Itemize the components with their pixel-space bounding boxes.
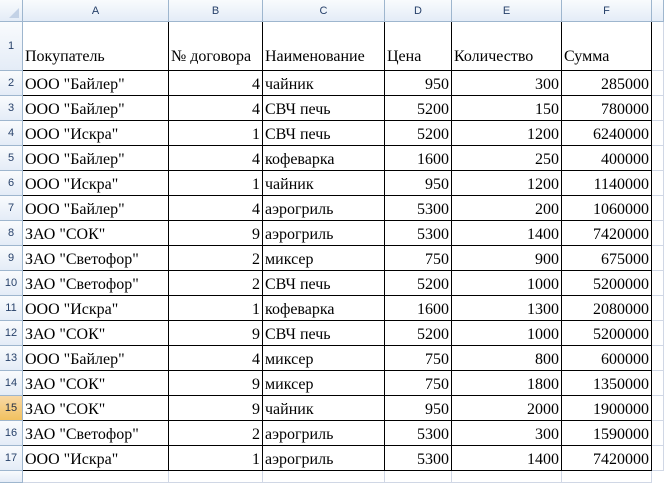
table-cell-f[interactable]: 1140000 [562,171,652,196]
table-cell-c[interactable]: аэрогриль [263,221,385,246]
empty-cell[interactable] [652,96,664,121]
empty-cell[interactable] [652,321,664,346]
table-cell-a[interactable]: ЗАО "Светофор" [23,271,169,296]
table-cell-b[interactable]: 9 [169,371,263,396]
table-cell-d[interactable]: 950 [385,71,452,96]
table-cell-c[interactable]: кофеварка [263,146,385,171]
table-cell-e[interactable]: 300 [452,421,562,446]
table-cell-a[interactable]: ООО "Байлер" [23,71,169,96]
table-cell-f[interactable]: 7420000 [562,221,652,246]
empty-cell[interactable] [652,22,664,71]
table-cell-f[interactable]: 1350000 [562,371,652,396]
table-cell-b[interactable]: 9 [169,321,263,346]
table-cell-c[interactable]: аэрогриль [263,196,385,221]
table-cell-d[interactable]: 950 [385,396,452,421]
table-cell-c[interactable]: СВЧ печь [263,271,385,296]
table-cell-b[interactable]: 4 [169,96,263,121]
table-cell-f[interactable]: 675000 [562,246,652,271]
table-cell-d[interactable]: 1600 [385,146,452,171]
table-cell-c[interactable]: СВЧ печь [263,321,385,346]
empty-cell[interactable] [652,421,664,446]
empty-cell[interactable] [652,396,664,421]
row-header-11[interactable]: 11 [0,296,23,321]
empty-cell[interactable] [652,71,664,96]
empty-cell[interactable] [385,471,452,483]
table-cell-c[interactable]: миксер [263,246,385,271]
table-cell-c[interactable]: миксер [263,371,385,396]
empty-cell[interactable] [652,221,664,246]
row-header-12[interactable]: 12 [0,321,23,346]
row-header-14[interactable]: 14 [0,371,23,396]
header-cell-b[interactable]: № договора [169,22,263,71]
row-header-18[interactable] [0,471,23,483]
row-header-9[interactable]: 9 [0,246,23,271]
table-cell-d[interactable]: 950 [385,171,452,196]
table-cell-a[interactable]: ООО "Байлер" [23,146,169,171]
table-cell-f[interactable]: 6240000 [562,121,652,146]
column-header-g[interactable] [652,0,664,22]
empty-cell[interactable] [452,471,562,483]
table-cell-d[interactable]: 5200 [385,96,452,121]
table-cell-f[interactable]: 7420000 [562,446,652,471]
table-cell-f[interactable]: 400000 [562,146,652,171]
table-cell-a[interactable]: ООО "Искра" [23,446,169,471]
row-header-4[interactable]: 4 [0,121,23,146]
table-cell-a[interactable]: ООО "Байлер" [23,96,169,121]
table-cell-d[interactable]: 5300 [385,446,452,471]
table-cell-f[interactable]: 1060000 [562,196,652,221]
table-cell-a[interactable]: ЗАО "СОК" [23,371,169,396]
table-cell-a[interactable]: ООО "Искра" [23,171,169,196]
empty-cell[interactable] [652,121,664,146]
row-header-15[interactable]: 15 [0,396,23,421]
table-cell-e[interactable]: 1200 [452,121,562,146]
column-header-f[interactable]: F [562,0,652,22]
table-cell-d[interactable]: 5200 [385,271,452,296]
table-cell-c[interactable]: чайник [263,71,385,96]
row-header-7[interactable]: 7 [0,196,23,221]
row-header-5[interactable]: 5 [0,146,23,171]
table-cell-a[interactable]: ЗАО "Светофор" [23,246,169,271]
header-cell-c[interactable]: Наименование [263,22,385,71]
table-cell-b[interactable]: 9 [169,396,263,421]
table-cell-e[interactable]: 1200 [452,171,562,196]
empty-cell[interactable] [652,146,664,171]
row-header-3[interactable]: 3 [0,96,23,121]
table-cell-c[interactable]: чайник [263,396,385,421]
header-cell-a[interactable]: Покупатель [23,22,169,71]
header-cell-d[interactable]: Цена [385,22,452,71]
table-cell-f[interactable]: 285000 [562,71,652,96]
empty-cell[interactable] [23,471,169,483]
table-cell-b[interactable]: 4 [169,346,263,371]
table-cell-b[interactable]: 1 [169,121,263,146]
empty-cell[interactable] [652,271,664,296]
column-header-e[interactable]: E [452,0,562,22]
table-cell-b[interactable]: 1 [169,296,263,321]
table-cell-b[interactable]: 2 [169,421,263,446]
row-header-6[interactable]: 6 [0,171,23,196]
table-cell-e[interactable]: 1300 [452,296,562,321]
table-cell-f[interactable]: 600000 [562,346,652,371]
empty-cell[interactable] [169,471,263,483]
select-all-corner[interactable] [0,0,23,22]
empty-cell[interactable] [562,471,652,483]
column-header-c[interactable]: C [263,0,385,22]
row-header-8[interactable]: 8 [0,221,23,246]
table-cell-e[interactable]: 300 [452,71,562,96]
table-cell-e[interactable]: 900 [452,246,562,271]
table-cell-e[interactable]: 800 [452,346,562,371]
table-cell-e[interactable]: 200 [452,196,562,221]
empty-cell[interactable] [652,296,664,321]
table-cell-b[interactable]: 2 [169,246,263,271]
table-cell-e[interactable]: 1000 [452,271,562,296]
table-cell-d[interactable]: 5300 [385,196,452,221]
table-cell-b[interactable]: 1 [169,171,263,196]
table-cell-e[interactable]: 1000 [452,321,562,346]
table-cell-b[interactable]: 2 [169,271,263,296]
row-header-17[interactable]: 17 [0,446,23,471]
table-cell-c[interactable]: аэрогриль [263,421,385,446]
table-cell-a[interactable]: ООО "Искра" [23,121,169,146]
table-cell-d[interactable]: 750 [385,246,452,271]
column-header-b[interactable]: B [169,0,263,22]
table-cell-d[interactable]: 5200 [385,321,452,346]
table-cell-c[interactable]: СВЧ печь [263,121,385,146]
table-cell-f[interactable]: 5200000 [562,271,652,296]
row-header-13[interactable]: 13 [0,346,23,371]
table-cell-c[interactable]: чайник [263,171,385,196]
table-cell-a[interactable]: ЗАО "Светофор" [23,421,169,446]
empty-cell[interactable] [652,171,664,196]
table-cell-e[interactable]: 1800 [452,371,562,396]
row-header-2[interactable]: 2 [0,71,23,96]
table-cell-a[interactable]: ЗАО "СОК" [23,396,169,421]
empty-cell[interactable] [652,371,664,396]
table-cell-a[interactable]: ЗАО "СОК" [23,221,169,246]
empty-cell[interactable] [652,246,664,271]
row-header-10[interactable]: 10 [0,271,23,296]
table-cell-b[interactable]: 9 [169,221,263,246]
table-cell-a[interactable]: ООО "Байлер" [23,346,169,371]
row-header-16[interactable]: 16 [0,421,23,446]
table-cell-d[interactable]: 5300 [385,421,452,446]
table-cell-c[interactable]: СВЧ печь [263,96,385,121]
table-cell-c[interactable]: миксер [263,346,385,371]
table-cell-e[interactable]: 2000 [452,396,562,421]
empty-cell[interactable] [652,446,664,471]
table-cell-c[interactable]: кофеварка [263,296,385,321]
row-header-1[interactable]: 1 [0,22,23,71]
column-header-a[interactable]: A [23,0,169,22]
column-header-d[interactable]: D [385,0,452,22]
table-cell-f[interactable]: 2080000 [562,296,652,321]
empty-cell[interactable] [652,196,664,221]
table-cell-f[interactable]: 780000 [562,96,652,121]
table-cell-f[interactable]: 5200000 [562,321,652,346]
table-cell-b[interactable]: 4 [169,146,263,171]
table-cell-f[interactable]: 1590000 [562,421,652,446]
empty-cell[interactable] [652,346,664,371]
table-cell-d[interactable]: 1600 [385,296,452,321]
header-cell-e[interactable]: Количество [452,22,562,71]
table-cell-f[interactable]: 1900000 [562,396,652,421]
table-cell-a[interactable]: ООО "Байлер" [23,196,169,221]
table-cell-d[interactable]: 750 [385,346,452,371]
table-cell-a[interactable]: ООО "Искра" [23,296,169,321]
table-cell-c[interactable]: аэрогриль [263,446,385,471]
table-cell-b[interactable]: 4 [169,196,263,221]
empty-cell[interactable] [263,471,385,483]
table-cell-b[interactable]: 1 [169,446,263,471]
header-cell-f[interactable]: Сумма [562,22,652,71]
table-cell-e[interactable]: 1400 [452,221,562,246]
table-cell-d[interactable]: 750 [385,371,452,396]
table-cell-b[interactable]: 4 [169,71,263,96]
table-cell-e[interactable]: 250 [452,146,562,171]
table-cell-a[interactable]: ЗАО "СОК" [23,321,169,346]
table-cell-e[interactable]: 1400 [452,446,562,471]
table-cell-d[interactable]: 5300 [385,221,452,246]
table-cell-e[interactable]: 150 [452,96,562,121]
table-cell-d[interactable]: 5200 [385,121,452,146]
